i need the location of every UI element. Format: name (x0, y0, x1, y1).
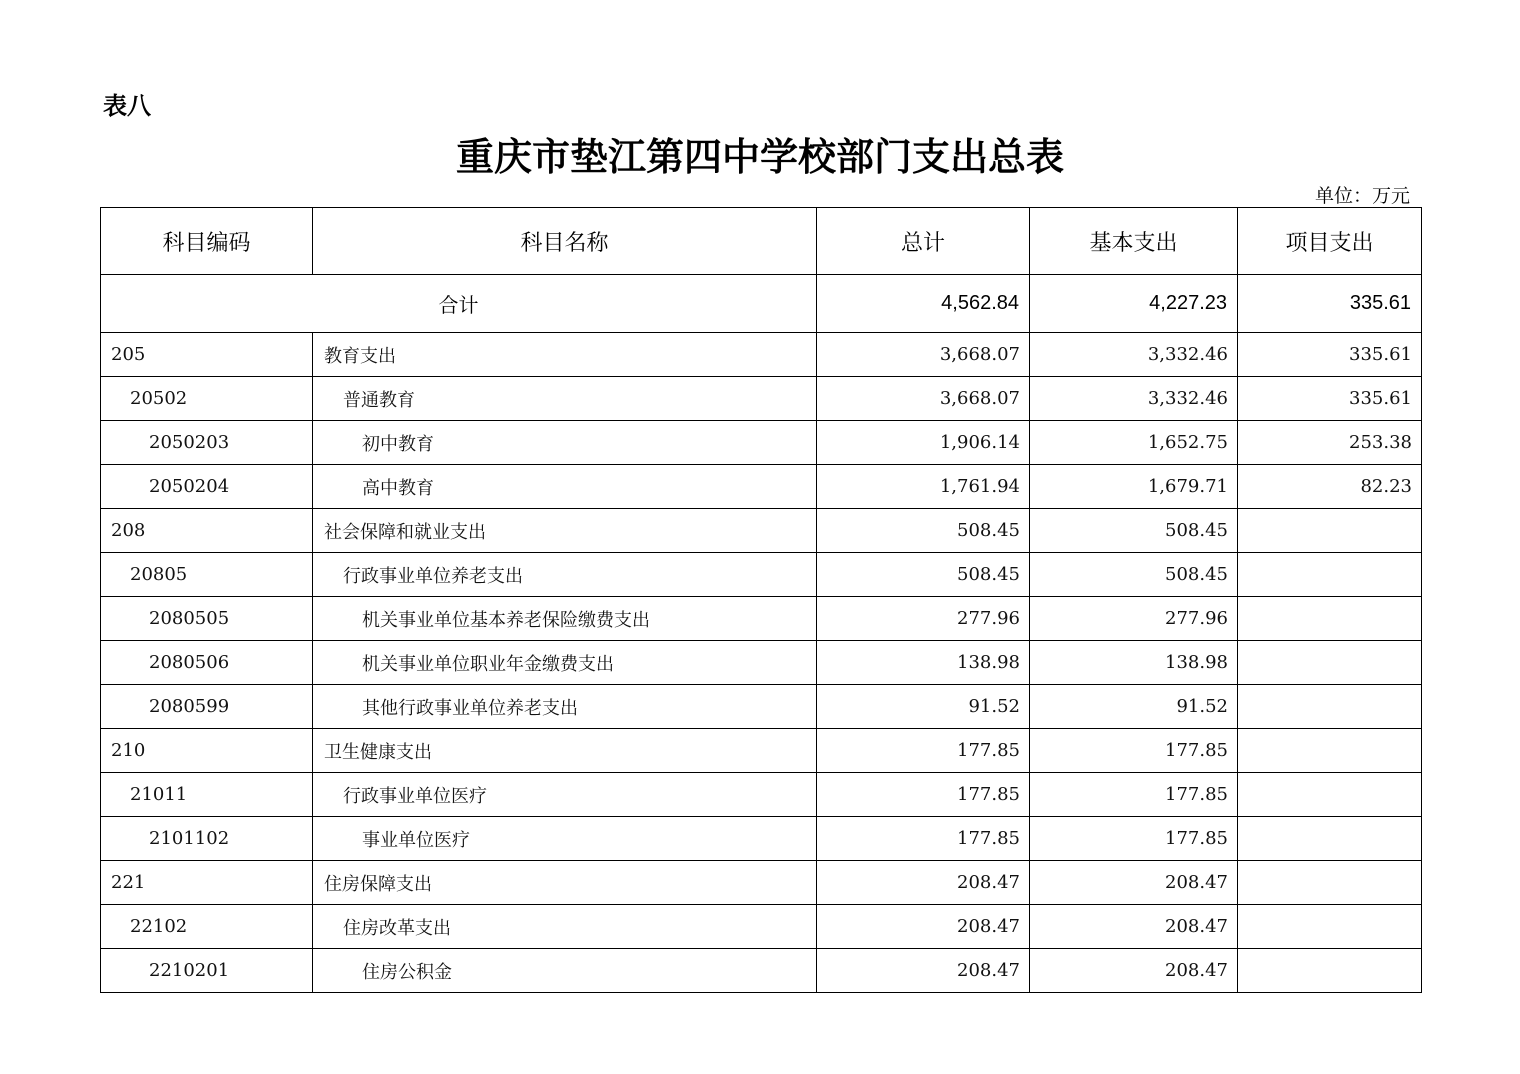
page-title: 重庆市垫江第四中学校部门支出总表 (455, 134, 1064, 179)
row-basic-cell: 177.85 (1030, 817, 1238, 861)
row-basic-cell: 277.96 (1030, 597, 1238, 641)
row-code-cell: 2101102 (101, 817, 313, 861)
row-basic-cell: 1,679.71 (1030, 465, 1238, 509)
row-code-cell: 20805 (101, 553, 313, 597)
total-project-cell: 335.61 (1238, 275, 1422, 333)
row-code-cell: 221 (101, 861, 313, 905)
expenditure-table (100, 207, 1422, 993)
row-name-cell: 初中教育 (313, 421, 817, 465)
row-project-cell (1238, 641, 1422, 685)
table-number-label: 表八 (103, 92, 151, 120)
row-project-cell (1238, 949, 1422, 993)
row-code-cell: 2050204 (101, 465, 313, 509)
row-code-cell: 210 (101, 729, 313, 773)
row-code-cell: 2080505 (101, 597, 313, 641)
row-total-cell: 177.85 (817, 729, 1030, 773)
row-name-cell: 社会保障和就业支出 (313, 509, 817, 553)
column-header-total: 总计 (817, 208, 1030, 275)
row-project-cell: 335.61 (1238, 377, 1422, 421)
row-code-cell: 2080506 (101, 641, 313, 685)
row-basic-cell: 91.52 (1030, 685, 1238, 729)
row-total-cell: 177.85 (817, 817, 1030, 861)
table-row (101, 553, 1422, 597)
row-project-cell (1238, 861, 1422, 905)
row-total-cell: 508.45 (817, 509, 1030, 553)
row-total-cell: 208.47 (817, 949, 1030, 993)
table-row (101, 597, 1422, 641)
column-header-project: 项目支出 (1238, 208, 1422, 275)
row-basic-cell: 208.47 (1030, 949, 1238, 993)
total-total-cell: 4,562.84 (817, 275, 1030, 333)
row-total-cell: 1,761.94 (817, 465, 1030, 509)
total-basic-cell: 4,227.23 (1030, 275, 1238, 333)
column-header-basic: 基本支出 (1030, 208, 1238, 275)
table-row (101, 685, 1422, 729)
table-row (101, 861, 1422, 905)
row-basic-cell: 208.47 (1030, 905, 1238, 949)
row-project-cell (1238, 509, 1422, 553)
row-total-cell: 208.47 (817, 861, 1030, 905)
row-name-cell: 行政事业单位养老支出 (313, 553, 817, 597)
table-row (101, 465, 1422, 509)
column-header-name: 科目名称 (313, 208, 817, 275)
table-row (101, 509, 1422, 553)
row-total-cell: 91.52 (817, 685, 1030, 729)
row-total-cell: 277.96 (817, 597, 1030, 641)
table-row (101, 773, 1422, 817)
total-row (101, 275, 1422, 333)
row-total-cell: 3,668.07 (817, 377, 1030, 421)
row-code-cell: 22102 (101, 905, 313, 949)
table-row (101, 729, 1422, 773)
row-project-cell (1238, 597, 1422, 641)
row-project-cell: 335.61 (1238, 333, 1422, 377)
row-project-cell (1238, 905, 1422, 949)
row-basic-cell: 177.85 (1030, 773, 1238, 817)
row-code-cell: 21011 (101, 773, 313, 817)
row-name-cell: 普通教育 (313, 377, 817, 421)
table-row (101, 377, 1422, 421)
table-row (101, 905, 1422, 949)
row-project-cell: 253.38 (1238, 421, 1422, 465)
row-name-cell: 行政事业单位医疗 (313, 773, 817, 817)
row-code-cell: 208 (101, 509, 313, 553)
total-label: 合计 (101, 275, 817, 333)
row-project-cell (1238, 729, 1422, 773)
row-basic-cell: 3,332.46 (1030, 377, 1238, 421)
row-basic-cell: 138.98 (1030, 641, 1238, 685)
row-total-cell: 208.47 (817, 905, 1030, 949)
table-row (101, 949, 1422, 993)
row-project-cell: 82.23 (1238, 465, 1422, 509)
table-row (101, 421, 1422, 465)
row-project-cell (1238, 773, 1422, 817)
row-total-cell: 177.85 (817, 773, 1030, 817)
table-row (101, 817, 1422, 861)
row-project-cell (1238, 685, 1422, 729)
unit-label: 单位：万元 (1314, 185, 1410, 207)
row-basic-cell: 508.45 (1030, 509, 1238, 553)
row-project-cell (1238, 817, 1422, 861)
row-code-cell: 2080599 (101, 685, 313, 729)
row-name-cell: 事业单位医疗 (313, 817, 817, 861)
row-name-cell: 住房改革支出 (313, 905, 817, 949)
row-basic-cell: 177.85 (1030, 729, 1238, 773)
row-basic-cell: 3,332.46 (1030, 333, 1238, 377)
row-name-cell: 机关事业单位基本养老保险缴费支出 (313, 597, 817, 641)
row-total-cell: 138.98 (817, 641, 1030, 685)
column-header-code: 科目编码 (101, 208, 313, 275)
row-name-cell: 住房保障支出 (313, 861, 817, 905)
row-total-cell: 508.45 (817, 553, 1030, 597)
table-row (101, 333, 1422, 377)
row-basic-cell: 208.47 (1030, 861, 1238, 905)
row-name-cell: 高中教育 (313, 465, 817, 509)
row-code-cell: 20502 (101, 377, 313, 421)
table-row (101, 641, 1422, 685)
row-name-cell: 教育支出 (313, 333, 817, 377)
row-total-cell: 1,906.14 (817, 421, 1030, 465)
row-code-cell: 2050203 (101, 421, 313, 465)
row-name-cell: 机关事业单位职业年金缴费支出 (313, 641, 817, 685)
row-basic-cell: 508.45 (1030, 553, 1238, 597)
row-code-cell: 205 (101, 333, 313, 377)
header-row (101, 208, 1422, 275)
table-body (101, 275, 1422, 993)
row-name-cell: 住房公积金 (313, 949, 817, 993)
row-code-cell: 2210201 (101, 949, 313, 993)
row-total-cell: 3,668.07 (817, 333, 1030, 377)
row-name-cell: 卫生健康支出 (313, 729, 817, 773)
row-project-cell (1238, 553, 1422, 597)
row-name-cell: 其他行政事业单位养老支出 (313, 685, 817, 729)
row-basic-cell: 1,652.75 (1030, 421, 1238, 465)
